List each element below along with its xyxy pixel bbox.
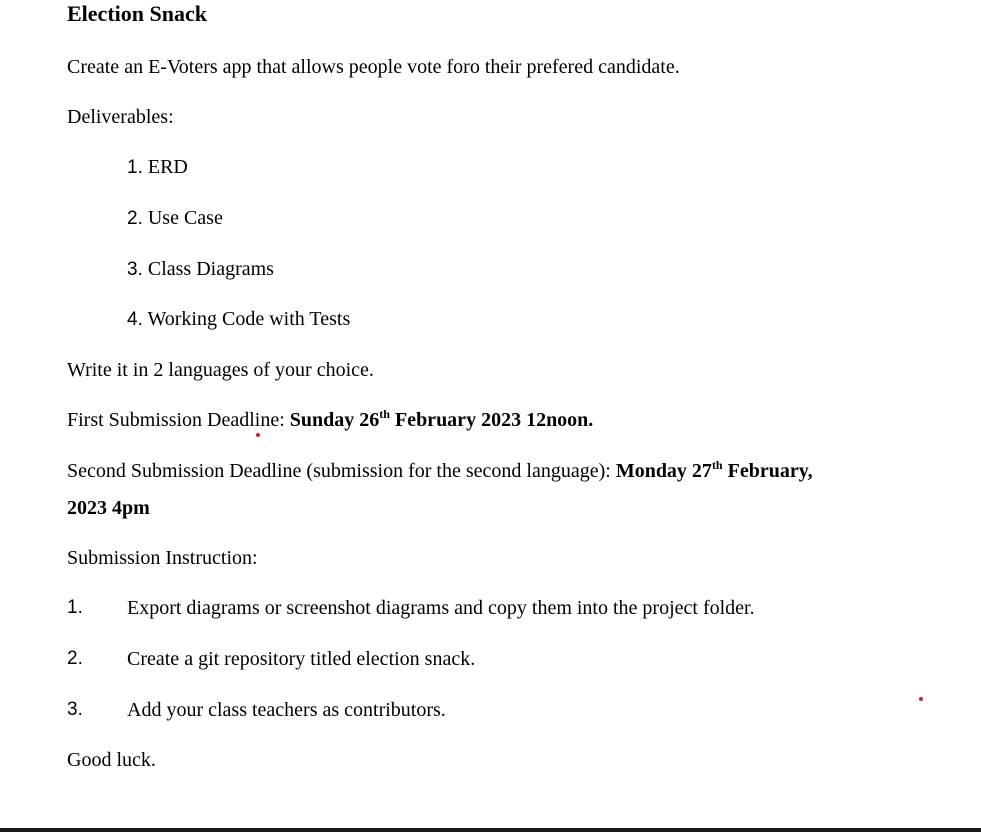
page-bottom-border [0, 828, 981, 832]
first-deadline-day: Sunday 26 [289, 409, 380, 431]
instruction-text: Create a git repository titled election snack. [127, 648, 476, 670]
deliverable-item [127, 206, 223, 231]
languages-paragraph: Write it in 2 languages of your choice. [67, 359, 374, 381]
instruction-text: Export diagrams or screenshot diagrams and copy them into the project folder. [127, 597, 755, 619]
second-deadline-label: Second Submission Deadline (submission for the second language): [67, 460, 616, 482]
instruction-number: 2. [67, 648, 83, 669]
deliverables-heading: Deliverables: [67, 106, 174, 128]
first-deadline-date: February 2023 12noon. [389, 409, 594, 431]
deliverable-number: 1. [127, 157, 143, 178]
first-deadline [67, 408, 593, 432]
document-title: Election Snack [67, 1, 207, 26]
intro-paragraph: Create an E-Voters app that allows people vote foro their prefered candidate. [67, 56, 680, 78]
instruction-number: 1. [67, 597, 83, 618]
second-deadline [67, 459, 897, 483]
closing-line: Good luck. [67, 749, 156, 771]
second-deadline-suffix: th [711, 458, 723, 472]
deliverable-number: 3. [127, 259, 143, 280]
annotation-dot [919, 697, 923, 701]
annotation-dot [256, 433, 260, 437]
instruction-number: 3. [67, 699, 83, 720]
second-deadline-day: Monday 27 [615, 460, 712, 482]
deliverable-text: Use Case [147, 207, 223, 229]
deliverable-text: Class Diagrams [147, 258, 274, 280]
second-deadline-continued: 2023 4pm [67, 497, 150, 519]
deliverable-item [127, 257, 274, 282]
deliverable-number: 2. [127, 208, 143, 229]
deliverable-number: 4. [127, 309, 143, 330]
deliverable-item [127, 155, 188, 180]
instructions-heading: Submission Instruction: [67, 547, 258, 569]
first-deadline-label: First Submission Deadline: [67, 409, 290, 431]
deliverable-item [127, 307, 350, 332]
instruction-text: Add your class teachers as contributors. [127, 699, 446, 721]
deliverable-text: ERD [147, 156, 188, 178]
first-deadline-suffix: th [379, 407, 390, 421]
second-deadline-date: February, [722, 460, 813, 482]
deliverable-text: Working Code with Tests [147, 308, 351, 330]
